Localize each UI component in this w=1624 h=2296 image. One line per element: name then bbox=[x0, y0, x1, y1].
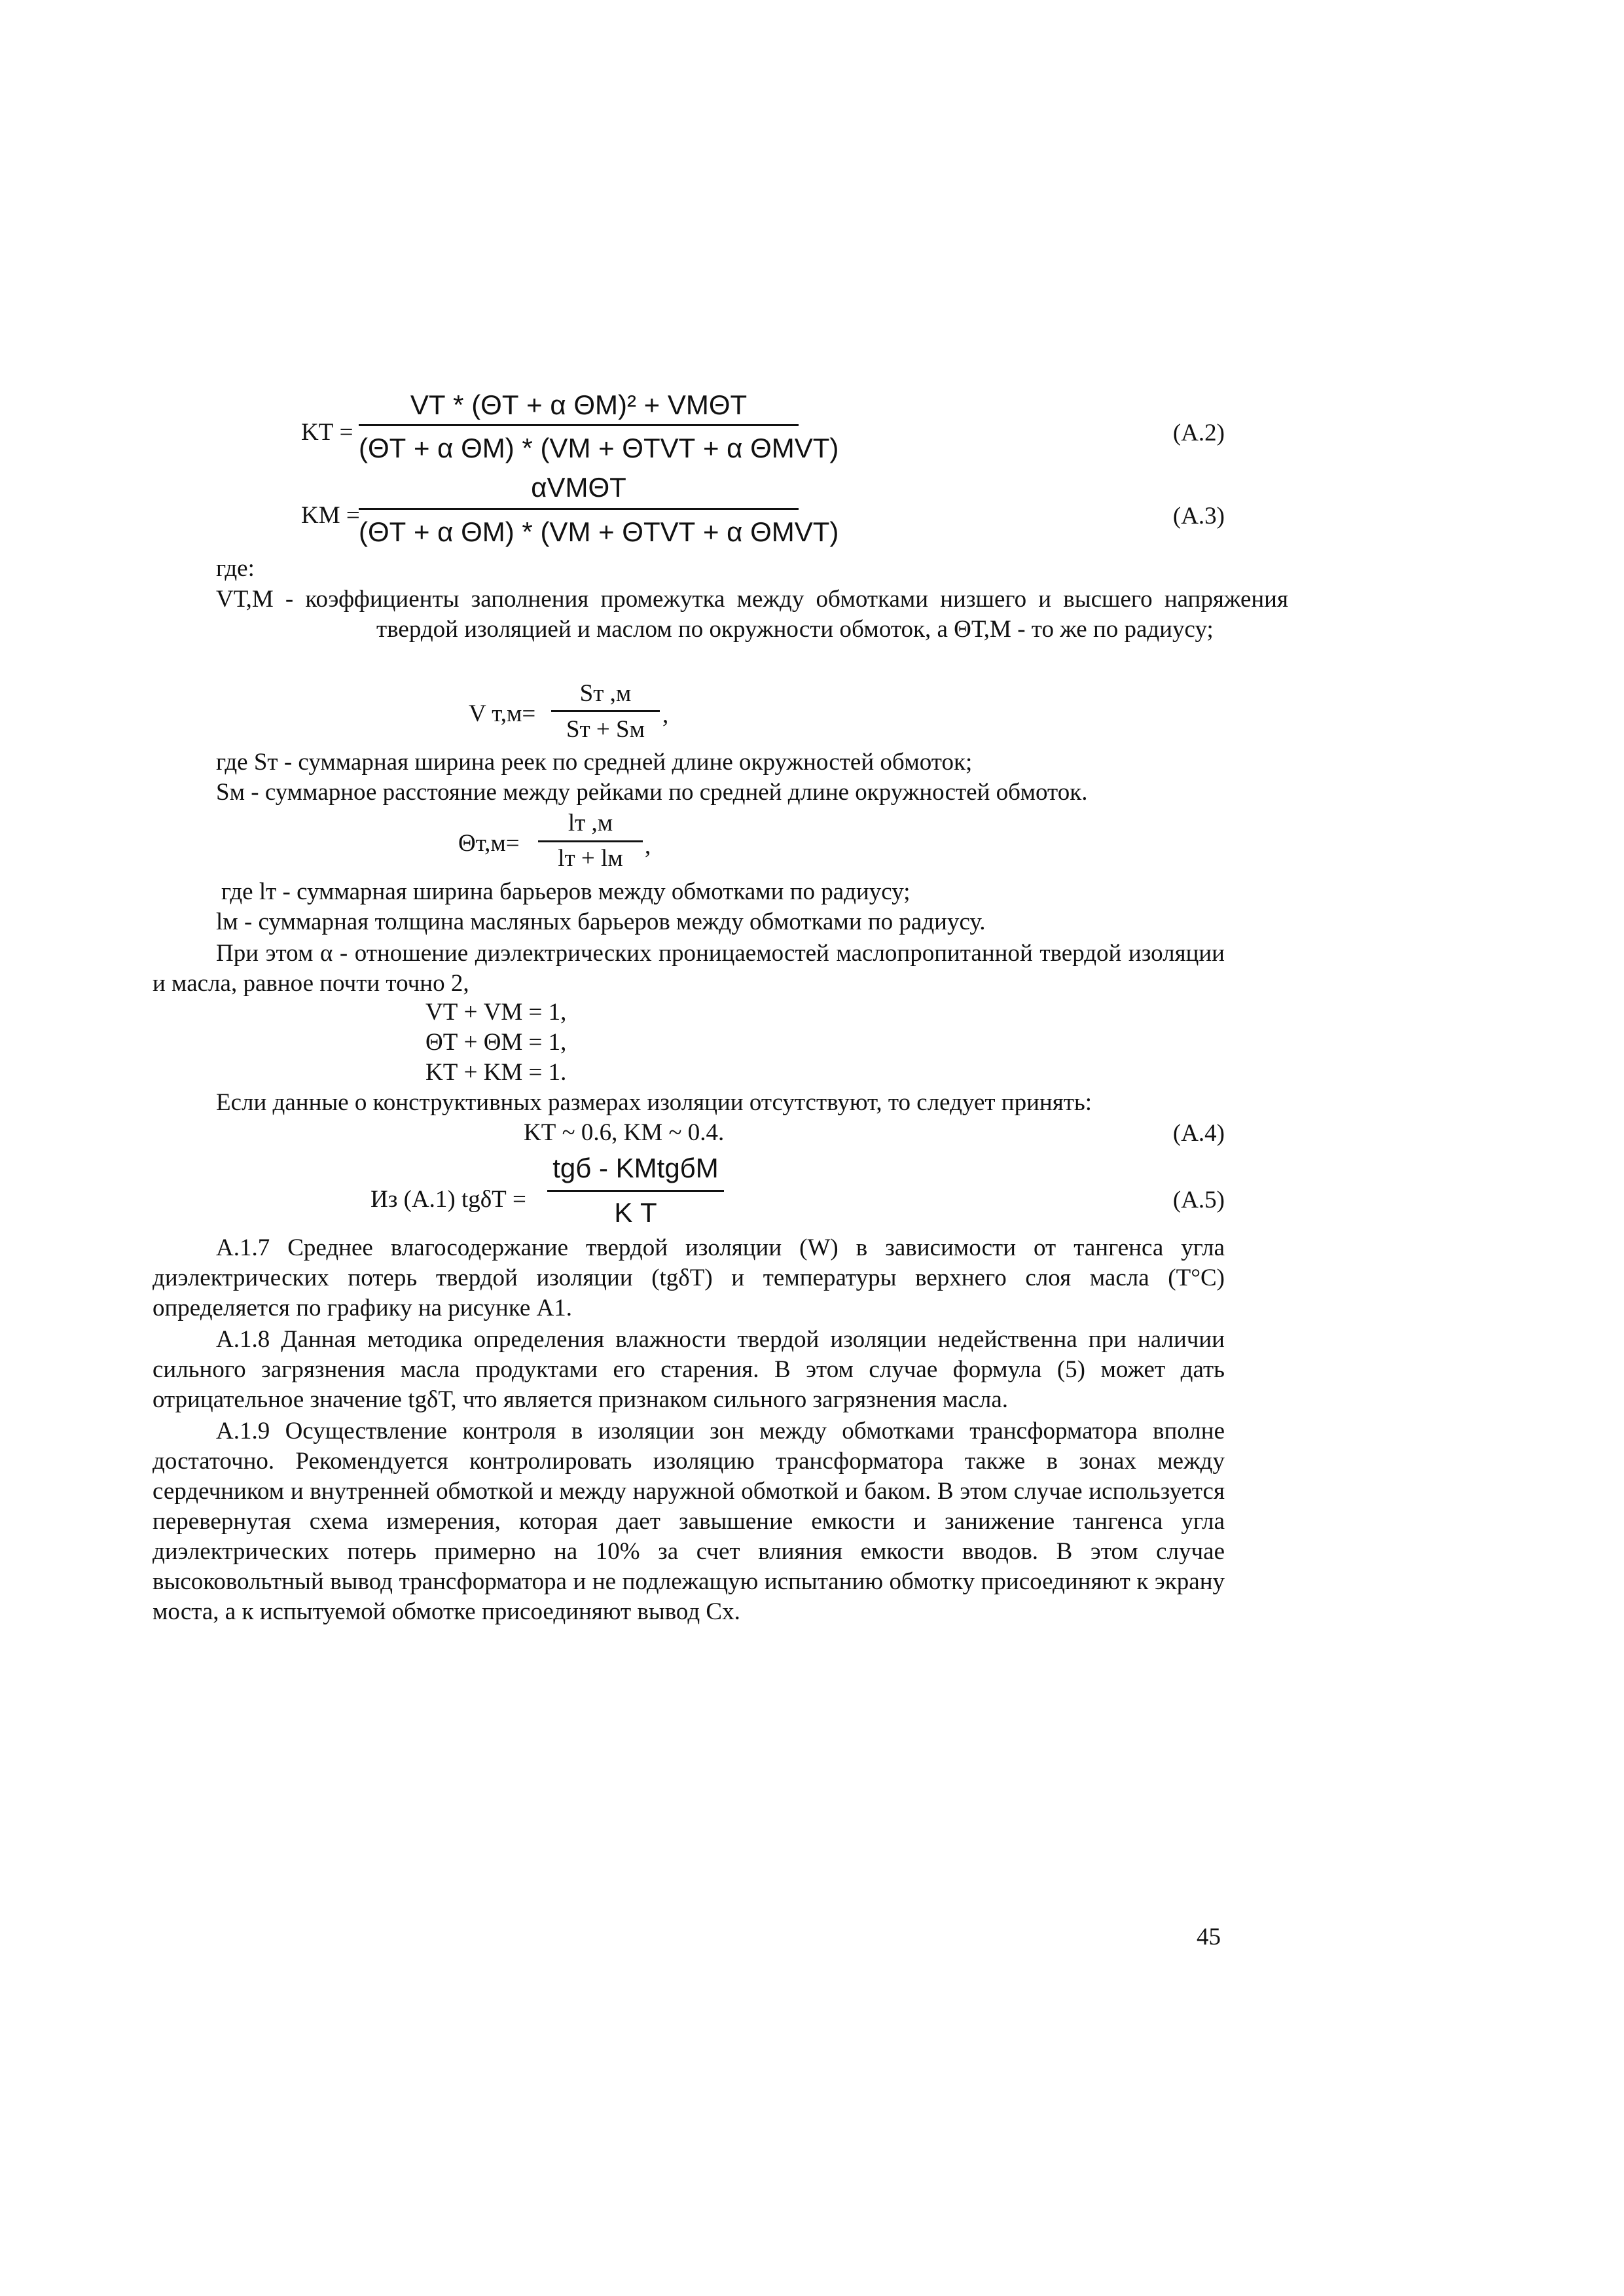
paragraph-a18: A.1.8 Данная методика определения влажности твердой изоляции недейственна при наличии сильного загрязнения масла продуктами его старения. В этом случае формула (5) может дать отрицательное значение tgδТ, что является признаком сильного загрязнения масла. bbox=[153, 1326, 1225, 1413]
formula-a5-lhs: Из (A.1) tgδТ = bbox=[370, 1186, 526, 1213]
lm-definition: lм - суммарная толщина масляных барьеров между обмотками по радиусу. bbox=[216, 908, 986, 935]
formula-a5-numerator: tgб - KМtgбМ bbox=[552, 1153, 719, 1183]
page-number: 45 bbox=[1197, 1924, 1221, 1950]
formula-a5-number: (A.5) bbox=[1172, 1187, 1225, 1213]
formula-a3-numerator: αVМΘТ bbox=[531, 472, 626, 503]
formula-a5-denominator: K Т bbox=[614, 1197, 657, 1228]
st-definition: где Sт - суммарная ширина реек по средней длине окружностей обмоток; bbox=[216, 749, 973, 776]
formula-a3-number: (A.3) bbox=[1172, 503, 1225, 529]
where-label: где: bbox=[216, 555, 255, 582]
theta-fraction-bar bbox=[538, 840, 643, 842]
formula-a4-number: (A.4) bbox=[1172, 1120, 1225, 1147]
sm-definition: Sм - суммарное расстояние между рейками по средней длине окружностей обмоток. bbox=[216, 779, 1088, 806]
if-absent-text: Если данные о конструктивных размерах изоляции отсутствуют, то следует принять: bbox=[216, 1089, 1092, 1116]
theta-fraction-lhs: Θт,м= bbox=[458, 830, 520, 857]
formula-a5-fraction-bar bbox=[547, 1190, 724, 1192]
identity-theta: ΘТ + ΘМ = 1, bbox=[425, 1029, 567, 1056]
formula-a2-fraction-bar bbox=[359, 424, 799, 426]
lt-definition: где lт - суммарная ширина барьеров между обмотками по радиусу; bbox=[221, 878, 911, 905]
identity-k: KТ + KМ = 1. bbox=[425, 1059, 567, 1086]
formula-a2-lhs: KТ = bbox=[301, 419, 353, 446]
paragraph-a19: A.1.9 Осуществление контроля в изоляции зон между обмотками трансформатора вполне достаточно. Рекомендуется контролировать изоляцию трансформатора также в зонах между сердечником и внутренней обмоткой и между наружной обмоткой и баком. В этом случае используется перевернутая схема измерения, которая дает завышение емкости и занижение тангенса угла диэлектрических потерь примерно на 10% за счет влияния емкости вводов. В этом случае высоковольтный вывод трансформатора и не подлежащую испытанию обмотку присоединяют к экрану моста, а к испытуемой обмотке присоединяют вывод Cx. bbox=[153, 1418, 1225, 1625]
v-fraction-denominator: Sт + Sм bbox=[566, 716, 645, 743]
theta-fraction-tail: , bbox=[645, 833, 651, 859]
formula-a2-number: (A.2) bbox=[1172, 420, 1225, 446]
v-fraction-numerator: Sт ,м bbox=[579, 680, 632, 707]
paragraph-a17: A.1.7 Среднее влагосодержание твердой изоляции (W) в зависимости от тангенса угла диэлектрических потерь твердой изоляции (tgδТ) и температуры верхнего слоя масла (T°C) определяется по графику на рисунке A1. bbox=[153, 1234, 1225, 1321]
formula-a2-numerator: VТ * (ΘТ + α ΘМ)² + VМΘТ bbox=[410, 389, 748, 420]
v-definition: VТ,М - коэффициенты заполнения промежутка между обмотками низшего и высшего напряжения твердой изоляцией и маслом по окружности обмоток, а ΘТ,М - то же по радиусу; bbox=[216, 586, 1288, 643]
theta-fraction-numerator: lт ,м bbox=[568, 810, 613, 836]
formula-a3-lhs: KМ = bbox=[301, 502, 360, 529]
formula-a2-denominator: (ΘТ + α ΘМ) * (VМ + ΘТVТ + α ΘМVТ) bbox=[359, 433, 839, 463]
formula-a3-denominator: (ΘТ + α ΘМ) * (VМ + ΘТVТ + α ΘМVТ) bbox=[359, 516, 839, 547]
v-fraction-bar bbox=[551, 710, 660, 712]
v-fraction-tail: , bbox=[662, 702, 669, 728]
v-fraction-lhs: V т,м= bbox=[469, 700, 536, 727]
theta-fraction-denominator: lт + lм bbox=[558, 845, 623, 872]
formula-a3-fraction-bar bbox=[359, 508, 799, 510]
identity-v: VТ + VМ = 1, bbox=[425, 999, 567, 1026]
formula-a4: KТ ~ 0.6, KМ ~ 0.4. bbox=[524, 1119, 725, 1146]
alpha-definition: При этом α - отношение диэлектрических проницаемостей маслопропитанной твердой изоляции и масла, равное почти точно 2, bbox=[153, 940, 1225, 997]
